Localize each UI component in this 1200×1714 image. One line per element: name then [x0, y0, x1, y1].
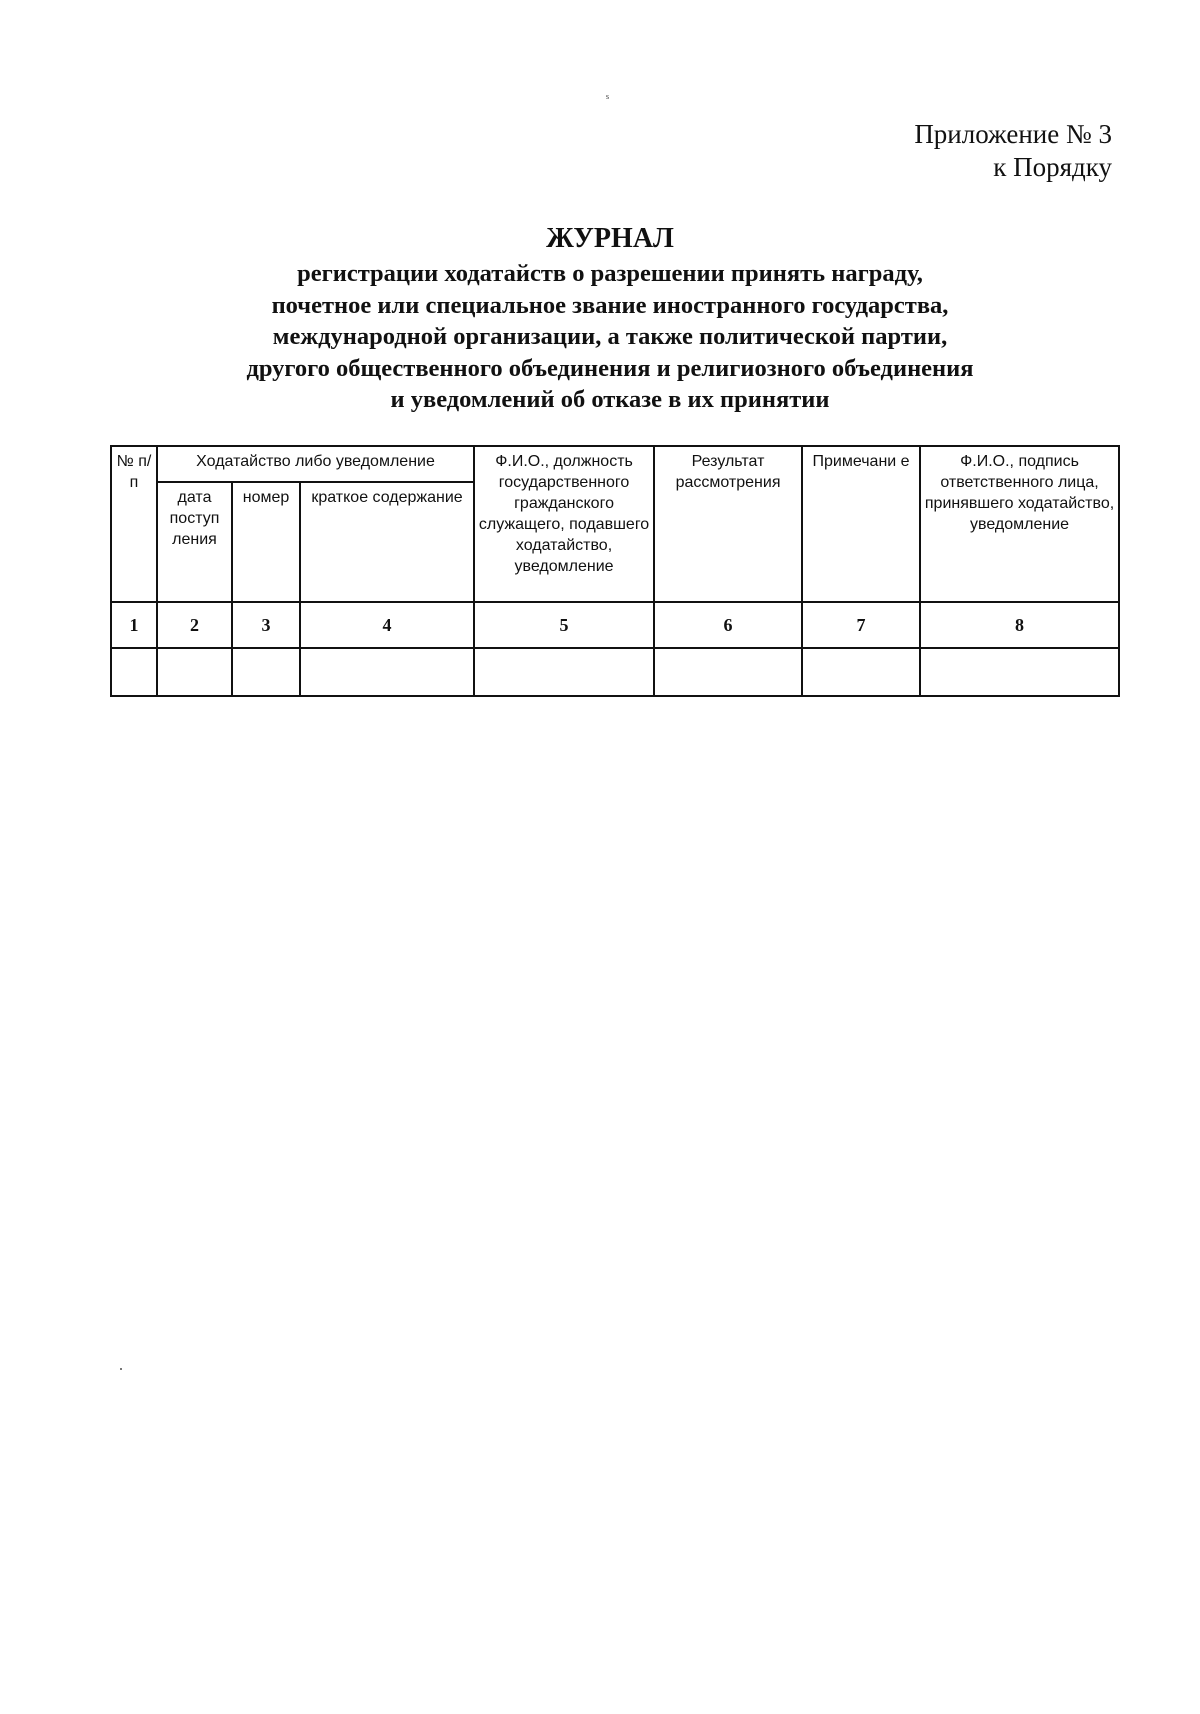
header-result: Результат рассмотрения: [654, 446, 802, 602]
header-responsible: Ф.И.О., подпись ответственного лица, принявшего ходатайство, уведомление: [920, 446, 1119, 602]
title-line-3: международной организации, а также политической партии,: [272, 323, 948, 350]
title-line-2: почетное или специальное звание иностранного государства,: [271, 291, 949, 319]
column-number: 7: [802, 602, 920, 648]
table-cell: [300, 648, 474, 696]
table-cell: [654, 648, 802, 696]
journal-table: [110, 445, 1120, 697]
header-date-received: дата поступ ления: [157, 482, 232, 602]
page-mark: ˢ: [606, 92, 609, 107]
table-row: [111, 648, 1119, 696]
table-cell: [157, 648, 232, 696]
header-number: номер: [232, 482, 300, 602]
title-line-4: другого общественного объединения и религиозного объединения: [246, 354, 974, 382]
title-main: ЖУРНАЛ: [546, 223, 674, 254]
appendix-number: Приложение № 3: [914, 119, 1112, 149]
scan-speck: [120, 1368, 122, 1370]
column-number: 3: [232, 602, 300, 648]
table-cell: [111, 648, 157, 696]
column-number: 4: [300, 602, 474, 648]
column-number: 6: [654, 602, 802, 648]
document-title: [110, 222, 1110, 416]
column-number: 1: [111, 602, 157, 648]
table-cell: [920, 648, 1119, 696]
header-num: № п/п: [111, 446, 157, 602]
column-numbers-row: [111, 602, 1119, 648]
header-fio-position: Ф.И.О., должность государственного гражданского служащего, подавшего ходатайство, уведомление: [474, 446, 654, 602]
title-line-1: регистрации ходатайств о разрешении принять награду,: [297, 260, 923, 287]
header-notes: Примечани е: [802, 446, 920, 602]
header-petition-group: Ходатайство либо уведомление: [157, 446, 474, 482]
table-cell: [232, 648, 300, 696]
table-cell: [474, 648, 654, 696]
appendix-reference: [914, 118, 1112, 184]
title-line-5: и уведомлений об отказе в их принятии: [390, 386, 830, 413]
header-summary: краткое содержание: [300, 482, 474, 602]
table-cell: [802, 648, 920, 696]
column-number: 8: [920, 602, 1119, 648]
column-number: 2: [157, 602, 232, 648]
column-number: 5: [474, 602, 654, 648]
appendix-target: к Порядку: [993, 152, 1112, 182]
